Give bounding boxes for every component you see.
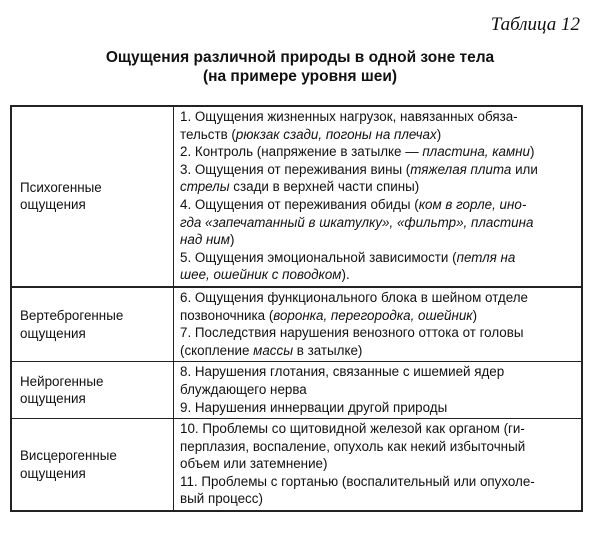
category-label-line: ощущения bbox=[20, 391, 86, 407]
text-segment: (скопление bbox=[180, 342, 254, 358]
item-text-line bbox=[180, 342, 575, 360]
text-segment: тельств ( bbox=[180, 126, 236, 142]
item-text-line bbox=[180, 399, 575, 417]
items-cell bbox=[174, 287, 583, 362]
italic-text: стрелы bbox=[180, 179, 230, 195]
text-segment: ) bbox=[472, 307, 478, 323]
text-segment: вый процесс) bbox=[180, 491, 263, 507]
item-text-line bbox=[180, 178, 575, 196]
category-label-line: Вертеброгенные bbox=[20, 308, 124, 324]
category-cell bbox=[11, 362, 174, 419]
text-segment: позвоночника ( bbox=[180, 307, 274, 323]
text-segment: перплазия, воспаление, опухоль как некий избыточный bbox=[180, 438, 526, 454]
category-cell bbox=[11, 419, 174, 511]
table-row bbox=[11, 419, 582, 511]
text-segment: 9. Нарушения иннервации другой природы bbox=[180, 399, 448, 415]
italic-text: петля на bbox=[456, 249, 516, 265]
text-segment: 10. Проблемы со щитовидной железой как органом (ги- bbox=[180, 421, 525, 437]
item-text-line bbox=[180, 126, 575, 144]
item-text-line bbox=[180, 490, 575, 508]
text-segment: 3. Ощущения от переживания вины ( bbox=[180, 161, 411, 177]
item-text-line bbox=[180, 324, 575, 342]
text-segment: 8. Нарушения глотания, связанные с ишемией ядер bbox=[180, 364, 505, 380]
italic-text: массы bbox=[253, 342, 294, 358]
table-row bbox=[11, 362, 582, 419]
category-label-line: ощущения bbox=[20, 197, 86, 213]
italic-text: шее, ошейник с поводком bbox=[180, 267, 342, 283]
table-body bbox=[11, 106, 582, 511]
item-text-line bbox=[180, 143, 575, 161]
item-text-line bbox=[180, 108, 575, 126]
category-label-line: ощущения bbox=[20, 465, 86, 481]
italic-text: воронка, перегородка, ошейник bbox=[273, 307, 473, 323]
item-text-line bbox=[180, 266, 575, 284]
text-segment: блуждающего нерва bbox=[180, 381, 307, 397]
title-line-2: (на примере уровня шеи) bbox=[202, 68, 398, 85]
category-label-line: Висцерогенные bbox=[20, 447, 117, 463]
table-row bbox=[11, 287, 582, 362]
category-cell bbox=[11, 287, 174, 362]
category-label-line: Нейрогенные bbox=[20, 373, 104, 389]
items-cell bbox=[174, 419, 583, 511]
text-segment: 1. Ощущения жизненных нагрузок, навязанных обяза- bbox=[180, 109, 518, 124]
text-segment: или bbox=[511, 161, 538, 177]
item-text-line bbox=[180, 161, 575, 179]
text-segment: 5. Ощущения эмоциональной зависимости ( bbox=[180, 249, 457, 265]
text-segment: 7. Последствия нарушения венозного оттока от головы bbox=[180, 325, 524, 341]
table-number: Таблица 12 bbox=[490, 14, 580, 35]
item-text-line bbox=[180, 289, 575, 307]
item-text-line bbox=[180, 307, 575, 325]
item-text-line bbox=[180, 438, 575, 456]
item-text-line bbox=[180, 231, 575, 249]
italic-text: над ним bbox=[180, 232, 230, 248]
italic-text: пластина, камни bbox=[422, 144, 530, 160]
category-label-line: Психогенные bbox=[20, 179, 102, 195]
italic-text: тяжелая плита bbox=[410, 161, 512, 177]
text-segment: 4. Ощущения от переживания обиды ( bbox=[180, 196, 419, 212]
text-segment: сзади в верхней части спины) bbox=[229, 179, 420, 195]
text-segment: 11. Проблемы с гортанью (воспалительный или опухоле- bbox=[180, 473, 535, 489]
text-segment: объем или затемнение) bbox=[180, 456, 328, 472]
item-text-line bbox=[180, 214, 575, 232]
item-text-line bbox=[180, 249, 575, 267]
text-segment: ) bbox=[530, 144, 535, 160]
item-text-line bbox=[180, 473, 575, 491]
text-segment: 2. Контроль (напряжение в затылке — bbox=[180, 144, 423, 160]
italic-text: гда «запечатанный в шкатулку», «фильтр», пластина bbox=[180, 214, 534, 230]
italic-text: рюкзак сзади, погоны на плечах bbox=[235, 126, 437, 142]
text-segment: ) bbox=[436, 126, 442, 142]
item-text-line bbox=[180, 381, 575, 399]
items-cell bbox=[174, 106, 583, 287]
item-text-line bbox=[180, 196, 575, 214]
item-text-line bbox=[180, 455, 575, 473]
title-line-1: Ощущения различной природы в одной зоне тела bbox=[105, 49, 495, 66]
sensations-table bbox=[10, 105, 583, 512]
category-label-line: ощущения bbox=[20, 325, 86, 341]
text-segment: 6. Ощущения функционального блока в шейном отделе bbox=[180, 289, 528, 305]
table-row bbox=[11, 106, 582, 287]
italic-text: ком в горле, ино- bbox=[418, 196, 527, 212]
text-segment: ) bbox=[229, 232, 235, 248]
category-cell bbox=[11, 106, 174, 287]
text-segment: ). bbox=[341, 267, 350, 283]
table-title bbox=[0, 48, 600, 86]
item-text-line bbox=[180, 420, 575, 438]
items-cell bbox=[174, 362, 583, 419]
item-text-line bbox=[180, 363, 575, 381]
text-segment: в затылке) bbox=[293, 342, 363, 358]
